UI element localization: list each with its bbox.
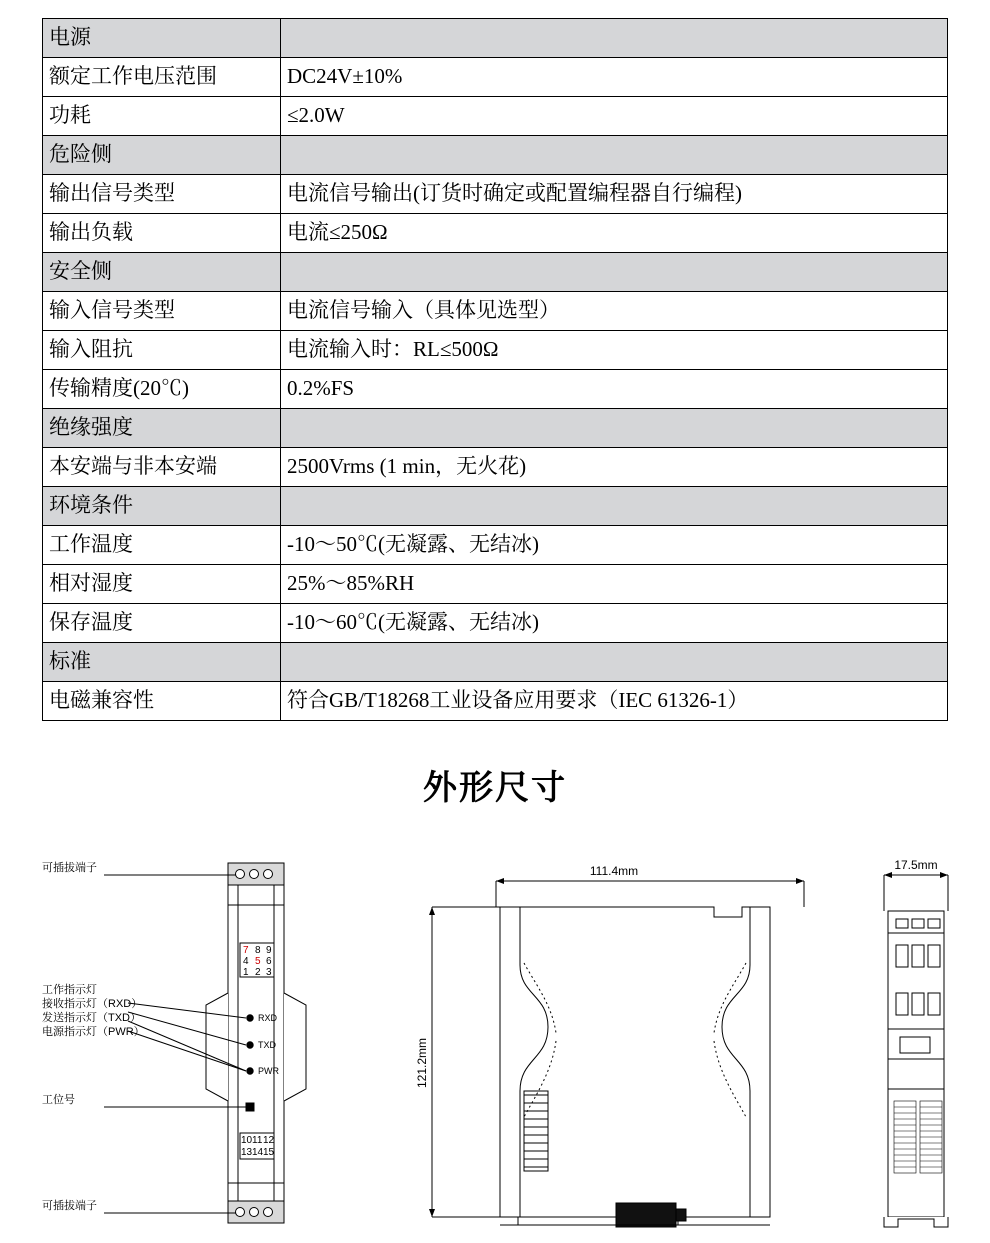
terminal-number-3: 3 — [266, 967, 272, 978]
terminal-number-1: 1 — [243, 967, 249, 978]
table-row — [43, 97, 948, 136]
callout-pwr-led: 电源指示灯（PWR） — [42, 1026, 145, 1038]
row-value: 25%～85%RH — [281, 565, 948, 604]
led-label-rxd: RXD — [258, 1013, 278, 1023]
row-label: 额定工作电压范围 — [43, 58, 281, 97]
row-value — [281, 487, 948, 526]
led-label-txd: TXD — [258, 1040, 276, 1050]
row-label: 本安端与非本安端 — [43, 448, 281, 487]
row-label: 电源 — [43, 19, 281, 58]
row-value: 2500Vrms (1 min，无火花) — [281, 448, 948, 487]
table-row — [43, 643, 948, 682]
terminal-number-10: 10 — [241, 1135, 253, 1146]
row-label: 功耗 — [43, 97, 281, 136]
specification-table — [42, 18, 948, 721]
table-row — [43, 214, 948, 253]
row-label: 安全侧 — [43, 253, 281, 292]
terminal-number-8: 8 — [255, 945, 261, 956]
row-value: 电流输入时：RL≤500Ω — [281, 331, 948, 370]
row-label: 环境条件 — [43, 487, 281, 526]
row-value — [281, 409, 948, 448]
row-label: 工作温度 — [43, 526, 281, 565]
row-label: 电磁兼容性 — [43, 682, 281, 721]
table-row — [43, 58, 948, 97]
table-row — [43, 565, 948, 604]
row-label: 相对湿度 — [43, 565, 281, 604]
row-value: -10～50℃(无凝露、无结冰) — [281, 526, 948, 565]
table-row — [43, 448, 948, 487]
row-value — [281, 253, 948, 292]
terminal-number-15: 15 — [263, 1147, 275, 1158]
page-title: 外形尺寸 — [423, 769, 567, 807]
terminal-number-9: 9 — [266, 945, 272, 956]
terminal-number-11: 11 — [252, 1135, 263, 1146]
row-label: 输入阻抗 — [43, 331, 281, 370]
callout-bottom-terminal: 可插拔端子 — [42, 1200, 97, 1212]
terminal-number-6: 6 — [266, 956, 272, 967]
terminal-number-14: 14 — [252, 1147, 264, 1158]
dimension-height: 121.2mm — [415, 1037, 429, 1089]
dimension-drawing — [0, 845, 990, 1243]
row-label: 标准 — [43, 643, 281, 682]
callout-txd-led: 发送指示灯（TXD） — [42, 1012, 141, 1024]
callout-tag-no: 工位号 — [42, 1094, 75, 1106]
table-row — [43, 409, 948, 448]
dimension-width: 111.4mm — [589, 864, 639, 878]
row-value: 电流信号输入（具体见选型） — [281, 292, 948, 331]
row-value — [281, 136, 948, 175]
table-row — [43, 253, 948, 292]
row-label: 输入信号类型 — [43, 292, 281, 331]
callout-work-led: 工作指示灯 — [42, 984, 97, 996]
table-row — [43, 682, 948, 721]
table-row — [43, 604, 948, 643]
row-value: DC24V±10% — [281, 58, 948, 97]
specification-table-body — [43, 19, 948, 721]
row-label: 传输精度(20℃) — [43, 370, 281, 409]
table-row — [43, 175, 948, 214]
table-row — [43, 370, 948, 409]
table-row — [43, 136, 948, 175]
terminal-number-2: 2 — [255, 967, 261, 978]
row-label: 绝缘强度 — [43, 409, 281, 448]
callout-rxd-led: 接收指示灯（RXD） — [42, 998, 143, 1010]
terminal-number-13: 13 — [241, 1147, 253, 1158]
row-value: ≤2.0W — [281, 97, 948, 136]
row-value — [281, 19, 948, 58]
row-label: 保存温度 — [43, 604, 281, 643]
terminal-number-4: 4 — [243, 956, 249, 967]
row-value: 电流≤250Ω — [281, 214, 948, 253]
row-label: 危险侧 — [43, 136, 281, 175]
led-label-pwr: PWR — [258, 1066, 279, 1076]
terminal-number-7: 7 — [243, 945, 249, 956]
table-row — [43, 292, 948, 331]
terminal-number-12: 12 — [263, 1135, 275, 1146]
terminal-number-5: 5 — [255, 956, 261, 967]
table-row — [43, 19, 948, 58]
row-label: 输出负载 — [43, 214, 281, 253]
row-value: 符合GB/T18268工业设备应用要求（IEC 61326-1） — [281, 682, 948, 721]
callout-top-terminal: 可插拔端子 — [42, 862, 97, 874]
table-row — [43, 331, 948, 370]
row-value — [281, 643, 948, 682]
row-value: 电流信号输出(订货时确定或配置编程器自行编程) — [281, 175, 948, 214]
specification-table-container — [42, 18, 948, 721]
table-row — [43, 487, 948, 526]
dimension-depth: 17.5mm — [894, 858, 938, 872]
table-row — [43, 526, 948, 565]
row-value: -10～60℃(无凝露、无结冰) — [281, 604, 948, 643]
row-label: 输出信号类型 — [43, 175, 281, 214]
row-value: 0.2%FS — [281, 370, 948, 409]
